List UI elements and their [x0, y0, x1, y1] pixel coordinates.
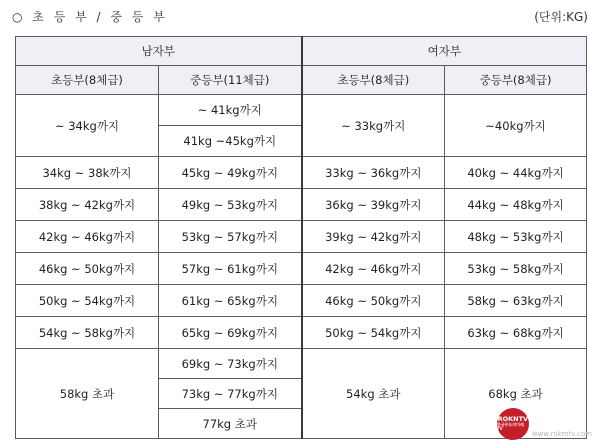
logo-subtext: 한국무도의미래TV — [496, 422, 524, 432]
table-cell: 57kg ~ 61kg까지 — [159, 253, 302, 285]
table-cell: 50kg ~ 54kg까지 — [16, 285, 159, 317]
table-cell: 50kg ~ 54kg까지 — [302, 317, 445, 349]
table-cell: 77kg 초과 — [159, 409, 302, 439]
table-cell: 44kg ~ 48kg까지 — [445, 189, 587, 221]
watermark-url: www.rokmtv.com — [531, 430, 592, 438]
table-cell: 40kg ~ 44kg까지 — [445, 157, 587, 189]
table-cell: 38kg ~ 42kg까지 — [16, 189, 159, 221]
watermark — [497, 408, 592, 440]
table-cell: 34kg ~ 38k까지 — [16, 157, 159, 189]
unit-label: (단위:KG) — [534, 10, 588, 24]
weight-class-table — [15, 36, 587, 439]
group-header-male: 남자부 — [16, 37, 302, 66]
logo-text: ROKNTV — [497, 415, 529, 424]
table-cell: 54kg 초과 — [302, 349, 445, 439]
table-cell: 42kg ~ 46kg까지 — [16, 221, 159, 253]
table-cell: 53kg ~ 57kg까지 — [159, 221, 302, 253]
table-cell: 73kg ~ 77kg까지 — [159, 379, 302, 409]
table-cell: 36kg ~ 39kg까지 — [302, 189, 445, 221]
section-title: ○ 초 등 부 / 중 등 부 — [12, 10, 168, 24]
table-cell: 39kg ~ 42kg까지 — [302, 221, 445, 253]
column-header-female-middle: 중등부(8체급) — [445, 66, 587, 95]
column-header-male-middle: 중등부(11체급) — [159, 66, 302, 95]
table-cell: 69kg ~ 73kg까지 — [159, 349, 302, 379]
table-cell: 53kg ~ 58kg까지 — [445, 253, 587, 285]
group-header-female: 여자부 — [302, 37, 587, 66]
rokntv-logo-icon — [497, 408, 529, 440]
table-cell: 58kg ~ 63kg까지 — [445, 285, 587, 317]
table-cell: 46kg ~ 50kg까지 — [16, 253, 159, 285]
table-cell: 65kg ~ 69kg까지 — [159, 317, 302, 349]
table-cell: ~ 41kg까지 — [159, 95, 302, 126]
table-cell: ~40kg까지 — [445, 95, 587, 157]
table-cell: 58kg 초과 — [16, 349, 159, 439]
table-cell: 33kg ~ 36kg까지 — [302, 157, 445, 189]
column-header-male-elementary: 초등부(8체급) — [16, 66, 159, 95]
table-cell: 42kg ~ 46kg까지 — [302, 253, 445, 285]
table-cell: 46kg ~ 50kg까지 — [302, 285, 445, 317]
table-cell: 68kg 초과 — [445, 349, 587, 439]
table-cell: 41kg ~45kg까지 — [159, 126, 302, 157]
table-cell: 49kg ~ 53kg까지 — [159, 189, 302, 221]
table-cell: ~ 34kg까지 — [16, 95, 159, 157]
column-header-female-elementary: 초등부(8체급) — [302, 66, 445, 95]
table-cell: 54kg ~ 58kg까지 — [16, 317, 159, 349]
table-cell: 63kg ~ 68kg까지 — [445, 317, 587, 349]
table-cell: 45kg ~ 49kg까지 — [159, 157, 302, 189]
table-cell: 48kg ~ 53kg까지 — [445, 221, 587, 253]
table-cell: 61kg ~ 65kg까지 — [159, 285, 302, 317]
table-cell: ~ 33kg까지 — [302, 95, 445, 157]
